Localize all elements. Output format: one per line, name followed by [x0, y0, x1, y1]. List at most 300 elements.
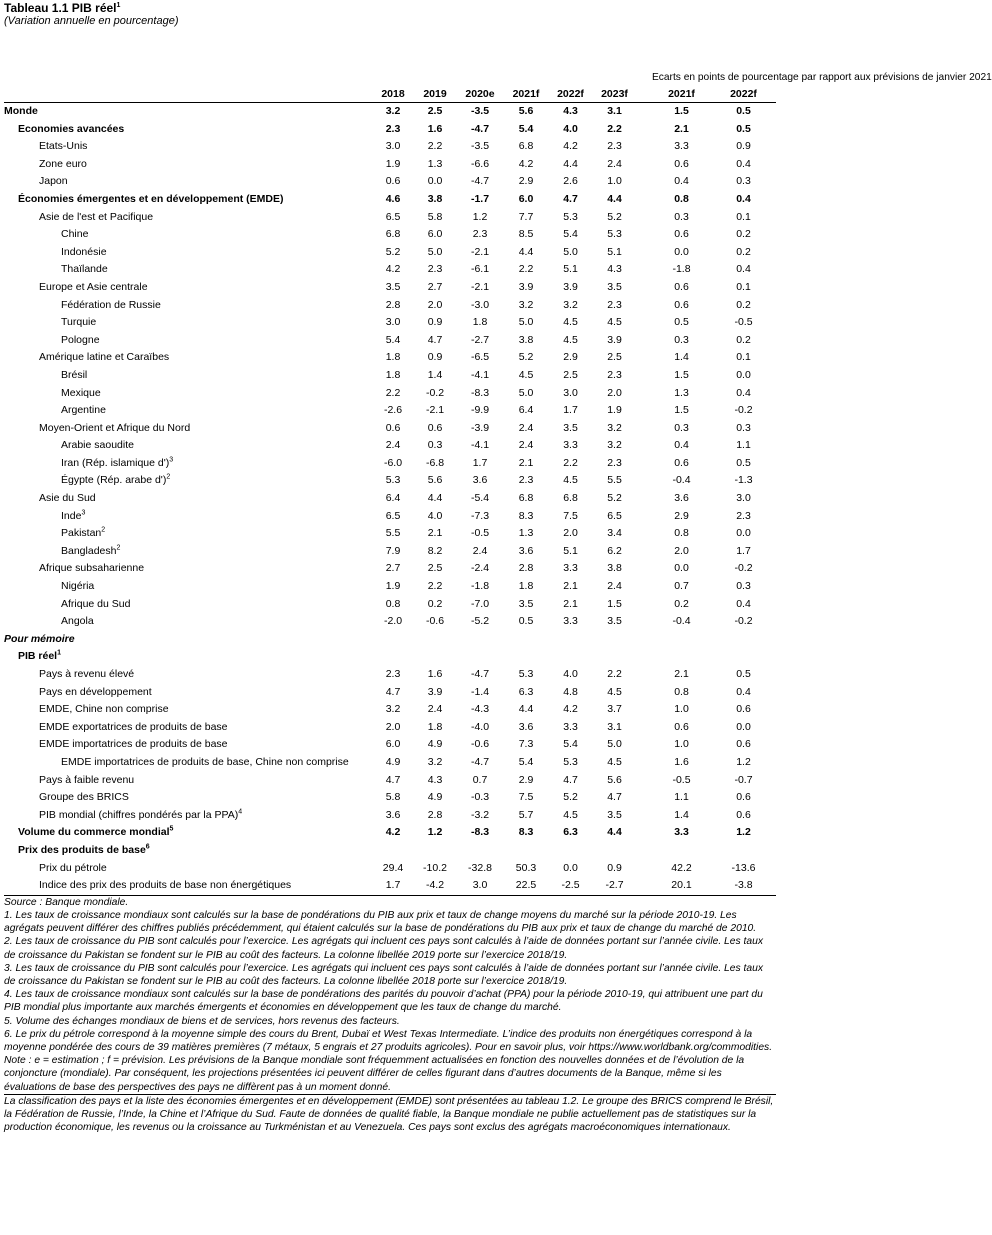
deviation-cell: -0.2: [734, 404, 753, 417]
deviation-cell: -0.7: [734, 773, 753, 786]
row-label: [4, 173, 372, 191]
value-cell: 6.2: [607, 544, 622, 557]
row-label: [4, 437, 372, 455]
row-label: [4, 420, 372, 438]
value-cell: [593, 648, 636, 666]
row-label: [4, 701, 372, 719]
footnote-ref: 3: [169, 456, 174, 464]
value-cell: 3.0: [563, 386, 578, 399]
value-cell: -0.2: [425, 386, 445, 399]
row-label: [4, 578, 372, 596]
value-cell: 4.2: [518, 157, 534, 170]
value-cell: 4.5: [607, 755, 622, 768]
value-cell: 4.0: [427, 509, 443, 522]
spacer-cell: [636, 543, 652, 561]
value-cell: 6.8: [518, 492, 534, 505]
value-cell: 5.4: [563, 738, 578, 751]
value-cell: 0.0: [563, 861, 578, 874]
row-label-text: Inde: [61, 509, 82, 522]
value-cell: 2.2: [607, 668, 622, 680]
spacer-cell: [636, 824, 652, 842]
deviation-cell: 0.4: [674, 175, 689, 188]
value-cell: -6.5: [470, 351, 490, 364]
row-label: [4, 613, 372, 631]
value-cell: 3.5: [607, 615, 622, 628]
col-header: 2021f: [504, 86, 548, 103]
value-cell: 3.0: [385, 316, 401, 329]
spacer-cell: [636, 103, 652, 121]
deviation-cell: 0.2: [736, 228, 751, 241]
value-cell: 6.8: [563, 492, 578, 505]
table-row: [4, 631, 776, 649]
value-cell: -8.3: [470, 386, 490, 399]
row-label-text: Économies émergentes et en développement (EMDE): [18, 192, 284, 205]
value-cell: 4.7: [563, 773, 578, 786]
value-cell: 2.5: [563, 368, 578, 381]
deviation-cell: 0.1: [736, 280, 751, 293]
table-row: [4, 191, 776, 209]
col-header: 2022f: [548, 86, 593, 103]
deviation-cell: 1.0: [674, 738, 689, 751]
value-cell: 4.5: [607, 316, 622, 329]
value-cell: -6.8: [425, 456, 445, 469]
value-cell: 0.8: [385, 597, 401, 610]
deviation-cell: 42.2: [671, 861, 692, 874]
value-cell: 2.2: [518, 263, 534, 276]
table-row: [4, 314, 776, 332]
row-label: [4, 156, 372, 174]
spacer-cell: [636, 754, 652, 772]
deviation-cell: 0.8: [674, 192, 689, 205]
col-header: 2020e: [456, 86, 504, 103]
spacer-cell: [636, 209, 652, 227]
value-cell: 4.2: [385, 826, 401, 839]
row-label-text: Brésil: [61, 368, 88, 381]
value-cell: 4.6: [385, 192, 401, 205]
row-label: [4, 314, 372, 332]
value-cell: 4.5: [518, 368, 534, 381]
value-cell: 4.5: [563, 808, 578, 821]
row-label-text: Bangladesh: [61, 544, 117, 557]
deviation-cell: 3.0: [736, 492, 751, 505]
deviation-cell: -1.3: [734, 474, 753, 487]
value-cell: 2.1: [563, 580, 578, 593]
value-cell: 0.6: [427, 421, 443, 434]
row-label-text: Prix des produits de base: [18, 843, 146, 856]
value-cell: 5.6: [427, 474, 443, 487]
value-cell: 5.2: [563, 791, 578, 804]
value-cell: 3.5: [518, 597, 534, 610]
table-row: [4, 209, 776, 227]
value-cell: -4.1: [470, 368, 490, 381]
value-cell: 5.6: [504, 103, 548, 121]
footnote-ref: 2: [116, 544, 121, 552]
value-cell: -2.7: [470, 333, 490, 346]
spacer-cell: [636, 437, 652, 455]
deviation-cell: -0.5: [734, 316, 753, 329]
table-row: [4, 701, 776, 719]
row-label: [4, 525, 372, 543]
value-cell: -1.7: [470, 192, 490, 205]
value-cell: -2.0: [383, 615, 403, 628]
value-cell: -7.0: [470, 597, 490, 610]
deviation-cell: 3.3: [674, 140, 689, 153]
value-cell: 4.3: [548, 103, 593, 121]
value-cell: [456, 648, 504, 666]
row-label: [4, 648, 372, 666]
value-cell: 5.0: [607, 738, 622, 751]
spacer-cell: [636, 314, 652, 332]
value-cell: 5.2: [607, 210, 622, 223]
value-cell: [548, 631, 593, 649]
value-cell: 1.4: [427, 368, 443, 381]
spacer-cell: [636, 508, 652, 526]
value-cell: 4.4: [607, 826, 622, 839]
value-cell: 3.8: [518, 333, 534, 346]
table-row: [4, 332, 776, 350]
value-cell: 5.4: [518, 122, 534, 135]
value-cell: 6.4: [518, 404, 534, 417]
table-row: [4, 156, 776, 174]
value-cell: 2.3: [472, 228, 488, 241]
row-label-text: Asie de l'est et Pacifique: [39, 210, 154, 223]
spacer-cell: [636, 402, 652, 420]
deviation-cell: 3.3: [674, 826, 689, 839]
value-cell: 1.0: [607, 175, 622, 188]
value-cell: 2.2: [607, 122, 622, 135]
deviation-cell: 1.3: [674, 386, 689, 399]
value-cell: 0.3: [427, 439, 443, 452]
row-label-text: Argentine: [61, 404, 106, 417]
value-cell: 22.5: [504, 877, 548, 895]
deviation-cell: [652, 648, 711, 666]
value-cell: [414, 648, 456, 666]
value-cell: 3.2: [518, 298, 534, 311]
row-label-text: Volume du commerce mondial: [18, 826, 170, 839]
row-label: [4, 877, 372, 895]
row-label-text: Pays à revenu élevé: [39, 668, 135, 680]
row-label: [4, 754, 372, 772]
value-cell: -2.5: [548, 877, 593, 895]
deviation-cell: 1.5: [674, 368, 689, 381]
value-cell: -3.5: [456, 103, 504, 121]
value-cell: 3.2: [385, 703, 401, 716]
value-cell: 5.0: [427, 245, 443, 258]
spacer-cell: [636, 332, 652, 350]
value-cell: 1.7: [563, 404, 578, 417]
value-cell: 3.2: [427, 755, 443, 768]
value-cell: 3.2: [563, 298, 578, 311]
value-cell: 0.2: [427, 597, 443, 610]
value-cell: -3.9: [470, 421, 490, 434]
value-cell: -3.0: [470, 298, 490, 311]
table-body: [4, 103, 776, 896]
value-cell: 2.0: [607, 386, 622, 399]
value-cell: 4.8: [563, 685, 578, 698]
value-cell: 3.2: [372, 103, 414, 121]
deviation-cell: 0.6: [674, 298, 689, 311]
row-label: [4, 455, 372, 473]
value-cell: 1.2: [427, 826, 443, 839]
value-cell: 2.2: [427, 580, 443, 593]
value-cell: 2.3: [385, 668, 401, 680]
row-label-text: Chine: [61, 228, 89, 241]
value-cell: -2.1: [470, 280, 490, 293]
table-row: [4, 472, 776, 490]
row-label: [4, 824, 372, 842]
value-cell: 2.4: [518, 421, 534, 434]
column-header-row: [4, 86, 776, 103]
value-cell: [372, 648, 414, 666]
row-label-text: EMDE exportatrices de produits de base: [39, 720, 228, 733]
spacer-cell: [636, 596, 652, 614]
row-label-text: Pays à faible revenu: [39, 773, 135, 786]
spacer-cell: [636, 631, 652, 649]
table-row: [4, 596, 776, 614]
value-cell: 2.0: [563, 527, 578, 540]
row-label: [4, 103, 372, 121]
value-cell: 5.3: [385, 474, 401, 487]
deviation-cell: 1.6: [674, 755, 689, 768]
deviation-cell: 0.3: [736, 580, 751, 593]
deviation-cell: 0.0: [736, 720, 751, 733]
spacer-cell: [636, 789, 652, 807]
deviation-cell: 0.6: [736, 738, 751, 751]
value-cell: 5.7: [518, 808, 534, 821]
value-cell: 5.8: [427, 210, 443, 223]
deviation-header-row: [4, 28, 776, 86]
value-cell: 6.8: [385, 228, 401, 241]
value-cell: 1.9: [607, 404, 622, 417]
table-row: [4, 349, 776, 367]
deviation-cell: 0.6: [736, 808, 751, 821]
value-cell: 6.5: [385, 210, 401, 223]
value-cell: 0.5: [518, 615, 534, 628]
row-label: [4, 719, 372, 737]
value-cell: 3.8: [607, 562, 622, 575]
spacer-cell: [636, 121, 652, 139]
row-label: [4, 402, 372, 420]
value-cell: [548, 648, 593, 666]
value-cell: 2.4: [607, 157, 622, 170]
value-cell: 3.3: [563, 720, 578, 733]
value-cell: -2.7: [593, 877, 636, 895]
value-cell: -8.3: [470, 826, 490, 839]
footnote: 3. Les taux de croissance du PIB sont calculés pour l’exercice. Les agrégats qui incluent ces pays sont calculés à l’aide de données portant sur l’année civile. Les taux de croissance du Pakistan se fondent sur le PIB au coût des facteurs. La colonne libellée 2018 porte sur l’exercice 2018/19.: [4, 962, 763, 987]
value-cell: 1.5: [607, 597, 622, 610]
spacer-cell: [636, 613, 652, 631]
value-cell: 2.8: [518, 562, 534, 575]
table-row: [4, 226, 776, 244]
spacer-cell: [636, 525, 652, 543]
value-cell: -1.4: [470, 685, 490, 698]
row-label: [4, 226, 372, 244]
footnote: 1. Les taux de croissance mondiaux sont calculés sur la base de pondérations du PIB aux prix et taux de change moyens du marché sur la période 2010-19. Les agrégats peuvent différer des chiffres publiés précédemment, qui étaient calculés sur la base de pondérations du PIB aux prix et taux de change du marché de 2010.: [4, 909, 757, 935]
row-label-text: Economies avancées: [18, 122, 125, 135]
row-label: [4, 789, 372, 807]
deviation-cell: 1.5: [674, 404, 689, 417]
row-label-text: Iran (Rép. islamique d'): [61, 456, 170, 469]
deviation-cell: -0.2: [734, 615, 753, 628]
value-cell: 5.4: [385, 333, 401, 346]
deviation-cell: 0.6: [736, 703, 751, 716]
value-cell: 4.7: [385, 773, 401, 786]
value-cell: 2.1: [518, 456, 534, 469]
value-cell: 2.3: [607, 368, 622, 381]
table-title: [4, 0, 776, 15]
value-cell: 4.2: [563, 703, 578, 716]
spacer-cell: [636, 807, 652, 825]
spacer-cell: [636, 666, 652, 684]
footnote-ref: 2: [166, 473, 171, 481]
table-row: [4, 648, 776, 666]
value-cell: -5.2: [470, 615, 490, 628]
row-label-text: Nigéria: [61, 580, 95, 593]
deviation-cell: 0.6: [674, 720, 689, 733]
row-label: [4, 367, 372, 385]
value-cell: -0.3: [470, 791, 490, 804]
table-row: [4, 560, 776, 578]
value-cell: 3.0: [456, 877, 504, 895]
row-label: [4, 772, 372, 790]
deviation-cell: 0.3: [674, 333, 689, 346]
value-cell: 2.1: [427, 527, 443, 540]
row-label: [4, 385, 372, 403]
value-cell: 4.3: [607, 263, 622, 276]
deviation-cell: 0.6: [674, 456, 689, 469]
value-cell: 6.8: [518, 140, 534, 153]
value-cell: 3.6: [518, 720, 534, 733]
value-cell: 4.9: [427, 738, 443, 751]
value-cell: [456, 631, 504, 649]
value-cell: 7.5: [563, 509, 578, 522]
row-label-text: Monde: [4, 105, 38, 117]
table-subtitle: (Variation annuelle en pourcentage): [4, 15, 179, 27]
row-label-text: Turquie: [61, 316, 97, 329]
value-cell: 2.3: [607, 140, 622, 153]
value-cell: 0.9: [607, 861, 622, 874]
value-cell: 5.8: [385, 791, 401, 804]
table-row: [4, 244, 776, 262]
row-label-text: EMDE importatrices de produits de base, Chine non comprise: [61, 755, 349, 768]
value-cell: 0.9: [427, 316, 443, 329]
value-cell: 5.2: [518, 351, 534, 364]
deviation-cell: 0.3: [674, 210, 689, 223]
value-cell: 5.3: [563, 755, 578, 768]
row-label: [4, 279, 372, 297]
spacer-cell: [636, 877, 652, 895]
value-cell: 3.4: [607, 527, 622, 540]
value-cell: 1.6: [427, 122, 443, 135]
deviation-cell: 2.1: [674, 668, 689, 680]
deviation-cell: -0.4: [672, 474, 691, 487]
value-cell: 29.4: [382, 861, 404, 874]
value-cell: 4.5: [563, 333, 578, 346]
deviation-cell: 0.3: [736, 421, 751, 434]
value-cell: -4.3: [470, 703, 490, 716]
value-cell: 1.6: [427, 668, 443, 680]
deviation-cell: 0.6: [674, 157, 689, 170]
deviation-cell: 1.4: [674, 351, 689, 364]
deviation-cell: 0.8: [674, 527, 689, 540]
value-cell: 2.8: [427, 808, 443, 821]
spacer-cell: [636, 719, 652, 737]
deviation-header: Ecarts en points de pourcentage par rapport aux prévisions de janvier 2021: [652, 71, 992, 83]
value-cell: 2.3: [385, 122, 401, 135]
value-cell: -4.7: [470, 668, 490, 680]
table-row: [4, 877, 776, 895]
value-cell: 2.3: [518, 474, 534, 487]
row-label-text: Asie du Sud: [39, 492, 96, 505]
value-cell: 2.9: [518, 175, 534, 188]
table-row: [4, 402, 776, 420]
row-label-text: Arabie saoudite: [61, 439, 134, 452]
spacer-cell: [636, 138, 652, 156]
value-cell: 5.2: [385, 245, 401, 258]
value-cell: 5.3: [607, 228, 622, 241]
deviation-cell: 1.2: [736, 826, 751, 839]
value-cell: 50.3: [515, 861, 537, 874]
footnote: 2. Les taux de croissance du PIB sont calculés pour l’exercice. Les agrégats qui incluent ces pays sont calculés à l’aide de données portant sur l’année civile. Les taux de croissance du Pakistan se fondent sur le PIB au coût des facteurs. La colonne libellée 2019 porte sur l’exercice 2018/19.: [4, 936, 763, 961]
spacer-cell: [636, 244, 652, 262]
table-row: [4, 455, 776, 473]
value-cell: 3.9: [518, 280, 534, 293]
value-cell: 5.2: [607, 492, 622, 505]
value-cell: [593, 842, 636, 860]
title-text: Tableau 1.1 PIB réel: [4, 1, 117, 15]
value-cell: 2.9: [518, 773, 534, 786]
deviation-cell: 1.7: [736, 544, 751, 557]
value-cell: 1.8: [518, 580, 534, 593]
deviation-cell: 0.1: [736, 351, 751, 364]
deviation-cell: 0.4: [736, 157, 751, 170]
value-cell: 6.5: [385, 509, 401, 522]
row-label-text: PIB réel: [18, 650, 58, 663]
row-label: [4, 631, 372, 649]
deviation-cell: 0.4: [736, 597, 751, 610]
spacer-cell: [636, 191, 652, 209]
row-label-text: Groupe des BRICS: [39, 791, 129, 804]
table-row: [4, 420, 776, 438]
table-row: [4, 508, 776, 526]
deviation-cell: [711, 631, 776, 649]
value-cell: 1.8: [427, 720, 443, 733]
value-cell: 4.4: [563, 157, 578, 170]
value-cell: 4.4: [427, 492, 443, 505]
title-footnote: 1: [116, 2, 121, 9]
table-row: [4, 138, 776, 156]
value-cell: 3.2: [607, 421, 622, 434]
table-row: [4, 789, 776, 807]
value-cell: 1.3: [518, 527, 534, 540]
value-cell: 4.7: [385, 685, 401, 698]
row-label: [4, 297, 372, 315]
notes-list: [4, 896, 776, 1094]
deviation-cell: 1.2: [736, 755, 751, 768]
value-cell: 5.4: [563, 228, 578, 241]
row-label-text: Moyen-Orient et Afrique du Nord: [39, 421, 191, 434]
row-label-text: Etats-Unis: [39, 140, 88, 153]
footnote-ref: 2: [101, 526, 106, 534]
deviation-cell: 0.5: [736, 122, 751, 135]
deviation-cell: 2.0: [674, 544, 689, 557]
row-label: [4, 209, 372, 227]
spacer-cell: [636, 261, 652, 279]
value-cell: -2.6: [383, 404, 403, 417]
value-cell: 0.7: [472, 773, 488, 786]
value-cell: 4.5: [607, 685, 622, 698]
value-cell: -3.2: [470, 808, 490, 821]
